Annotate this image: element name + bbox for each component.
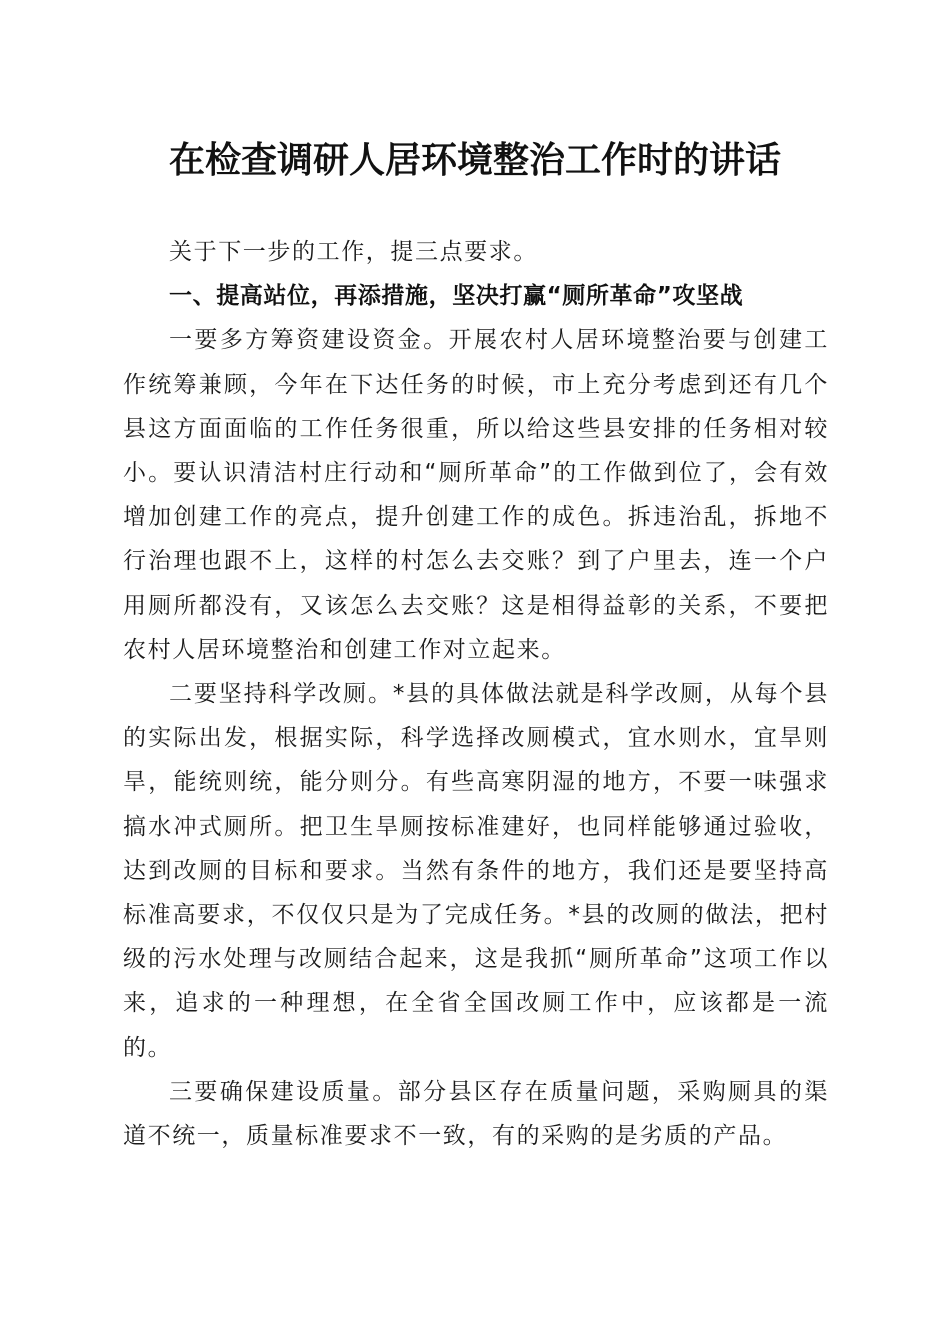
section-heading: 一、提高站位，再添措施，坚决打赢“厕所革命”攻坚战 [169, 283, 744, 310]
paragraph-funding: 一要多方筹资建设资金。开展农村人居环境整治要与创建工作统筹兼顾，今年在下达任务的时候，市上充分考虑到还有几个县这方面面临的工作任务很重，所以给这些县安排的任务相对较小。要认识清洁村庄行动和“厕所革命”的工作做到位了，会有效增加创建工作的亮点，提升创建工作的成色。拆违治乱，拆地不行治理也跟不上，这样的村怎么去交账？到了户里去，连一个户用厕所都没有，又该怎么去交账？这是相得益彰的关系，不要把农村人居环境整治和创建工作对立起来。 [123, 327, 829, 663]
page-title: 在检查调研人居环境整治工作时的讲话 [168, 139, 781, 181]
document-body [123, 230, 829, 1158]
paragraph-scientific-toilet: 二要坚持科学改厕。*县的具体做法就是科学改厕，从每个县的实际出发，根据实际，科学选择改厕模式，宜水则水，宜旱则旱，能统则统，能分则分。有些高寒阴湿的地方，不要一味强求搞水冲式厕所。把卫生旱厕按标准建好，也同样能够通过验收，达到改厕的目标和要求。当然有条件的地方，我们还是要坚持高标准高要求，不仅仅只是为了完成任务。*县的改厕的做法，把村级的污水处理与改厕结合起来，这是我抓“厕所革命”这项工作以来，追求的一种理想，在全省全国改厕工作中，应该都是一流的。 [123, 681, 829, 1061]
paragraph-quality: 三要确保建设质量。部分县区存在质量问题，采购厕具的渠道不统一，质量标准要求不一致，有的采购的是劣质的产品。 [123, 1078, 829, 1150]
intro-paragraph: 关于下一步的工作，提三点要求。 [169, 239, 538, 265]
